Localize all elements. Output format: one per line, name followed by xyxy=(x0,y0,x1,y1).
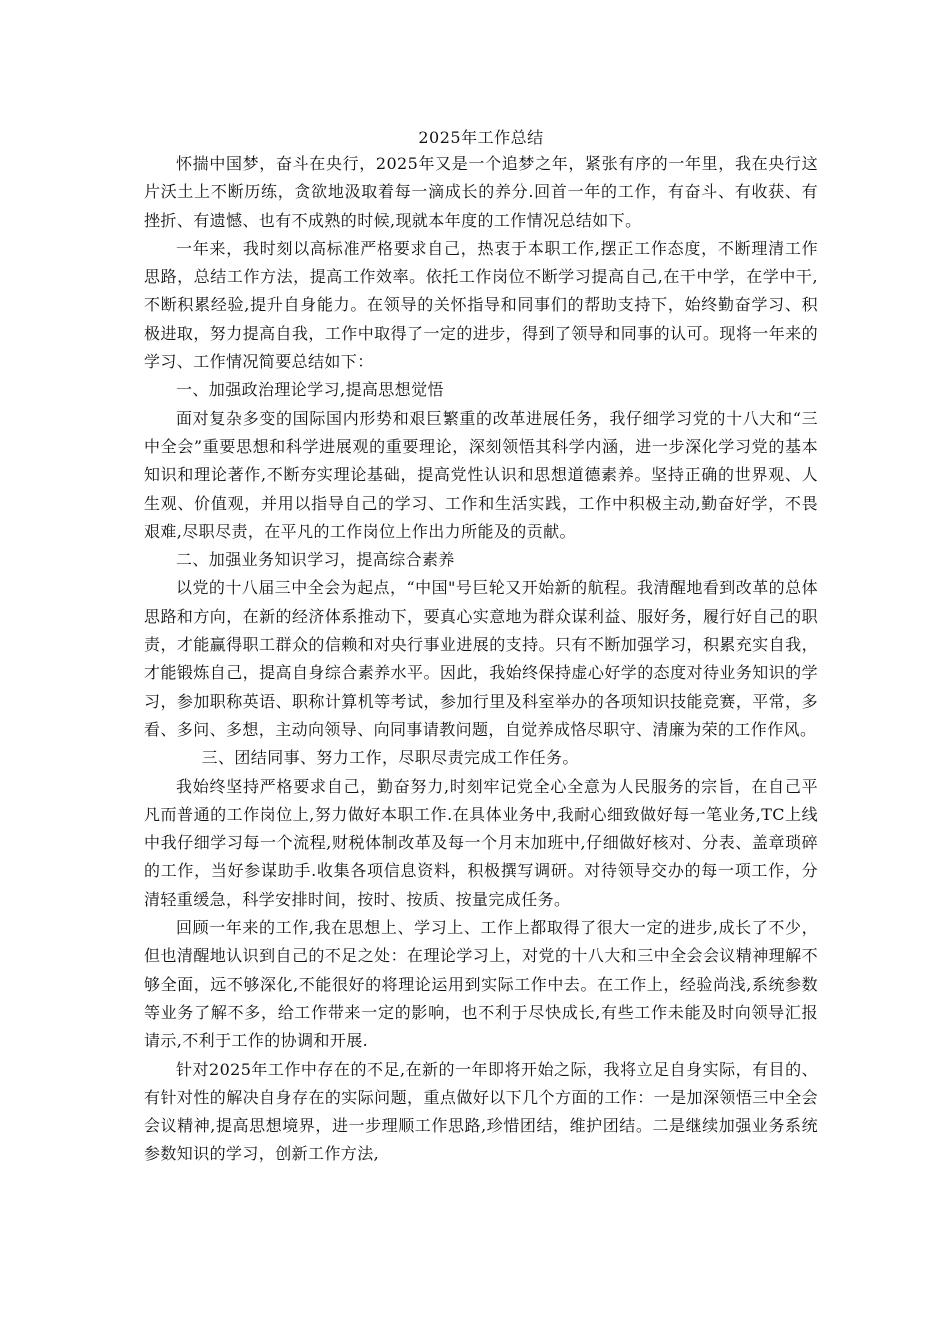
document-title: 2025年工作总结 xyxy=(418,128,544,147)
intro-paragraph: 怀揣中国梦，奋斗在央行，2025年又是一个追梦之年，紧张有序的一年里，我在央行这片沃土上不断历练，贪欲地汲取着每一滴成长的养分.回首一年的工作，有奋斗、有收获、有挫折、有遗憾、也有不成熟的时候,现就本年度的工作情况总结如下。 xyxy=(144,154,818,230)
overview-paragraph: 一年来，我时刻以高标准严格要求自己，热衷于本职工作,摆正工作态度，不断理清工作思路，总结工作方法，提高工作效率。依托工作岗位不断学习提高自己,在干中学，在学中干,不断积累经验,提升自身能力。在领导的关怀指导和同事们的帮助支持下，始终勤奋学习、积极进取，努力提高自我，工作中取得了一定的进步，得到了领导和同事的认可。现将一年来的学习、工作情况简要总结如下： xyxy=(144,238,818,372)
section-1-paragraph: 面对复杂多变的国际国内形势和艰巨繁重的改革进展任务，我仔细学习党的十八大和“三中全会”重要思想和科学进展观的重要理论，深刻领悟其科学内涵，进一步深化学习党的基本知识和理论著作,不断夯实理论基础，提高党性认识和思想道德素养。坚持正确的世界观、人生观、价值观，并用以指导自己的学习、工作和生活实践，工作中积极主动,勤奋好学，不畏艰难,尽职尽责，在平凡的工作岗位上作出力所能及的贡献。 xyxy=(144,408,818,541)
section-heading-2: 二、加强业务知识学习，提高综合素养 xyxy=(176,550,455,570)
review-paragraph: 回顾一年来的工作,我在思想上、学习上、工作上都取得了很大一定的进步,成长了不少，但也清醒地认识到自己的不足之处：在理论学习上，对党的十八大和三中全会会议精神理解不够全面，远不够深化,不能很好的将理论运用到实际工作中去。在工作上，经验尚浅,系统参数等业务了解不多，给工作带来一定的影响，也不利于尽快成长,有些工作未能及时向领导汇报请示,不利于工作的协调和开展. xyxy=(144,918,818,1051)
document-page xyxy=(144,126,818,1169)
section-heading-1: 一、加强政治理论学习,提高思想觉悟 xyxy=(176,380,444,400)
section-2-paragraph: 以党的十八届三中全会为起点，“中国"号巨轮又开始新的航程。我清醒地看到改革的总体思路和方向，在新的经济体系推动下，要真心实意地为群众谋利益、服好务，履行好自己的职责，才能赢得职工群众的信赖和对央行事业进展的支持。只有不断加强学习，积累充实自我，才能锻炼自己，提高自身综合素养水平。因此，我始终保持虚心好学的态度对待业务知识的学习，参加职称英语、职称计算机等考试，参加行里及科室举办的各项知识技能竞赛，平常，多看、多问、多想，主动向领导、向同事请教问题，自觉养成恪尽职守、清廉为荣的工作作风。 xyxy=(144,578,818,739)
document-body xyxy=(144,150,818,1169)
section-heading-3: 三、团结同事、努力工作，尽职尽责完成工作任务。 xyxy=(201,748,579,768)
plan-paragraph: 针对2025年工作中存在的不足,在新的一年即将开始之际，我将立足自身实际，有目的、有针对性的解决自身存在的实际问题，重点做好以下几个方面的工作：一是加深领悟三中全会会议精神,提高思想境界，进一步理顺工作思路,珍惜团结，维护团结。二是继续加强业务系统参数知识的学习，创新工作方法, xyxy=(144,1059,818,1164)
section-3-paragraph: 我始终坚持严格要求自己，勤奋努力,时刻牢记党全心全意为人民服务的宗旨，在自己平凡而普通的工作岗位上,努力做好本职工作.在具体业务中,我耐心细致做好每一笔业务,TC上线中我仔细学习每一个流程,财税体制改革及每一个月末加班中,仔细做好核对、分表、盖章琐碎的工作，当好参谋助手.收集各项信息资料，积极撰写调研。对待领导交办的每一项工作，分清轻重缓急，科学安排时间，按时、按质、按量完成任务。 xyxy=(144,776,818,909)
